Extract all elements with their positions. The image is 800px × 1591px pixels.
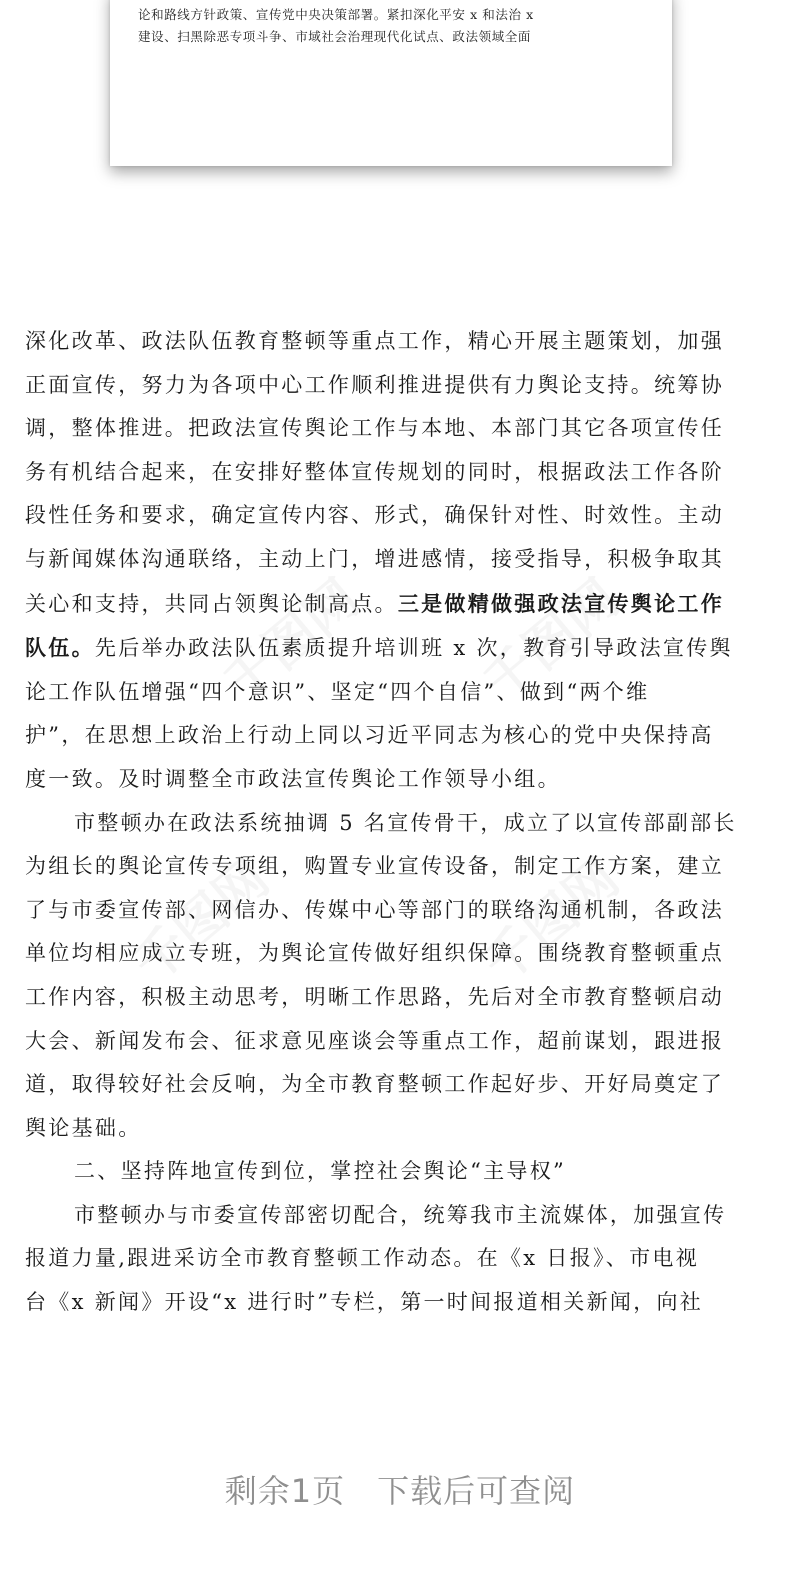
body-line: [25, 671, 775, 715]
body-line: [25, 407, 775, 451]
body-line: [25, 1107, 775, 1151]
body-line: [25, 758, 775, 802]
line-text: 务有机结合起来，在安排好整体宣传规划的同时，根据政法工作各阶: [25, 459, 724, 484]
line-text: 道，取得较好社会反响，为全市教育整顿工作起好步、开好局奠定了: [25, 1072, 724, 1097]
line-text: 舆论基础。: [25, 1115, 142, 1140]
body-line: [25, 626, 775, 671]
body-line: [25, 802, 775, 846]
body-line: [25, 1150, 775, 1194]
line-text: 工作内容，积极主动思考，明晰工作思路，先后对全市教育整顿启动: [25, 984, 724, 1009]
line-text: 大会、新闻发布会、征求意见座谈会等重点工作，超前谋划，跟进报: [25, 1028, 724, 1053]
body-line: [25, 1020, 775, 1064]
body-line: [25, 845, 775, 889]
body-line: [25, 494, 775, 538]
body-line: [25, 976, 775, 1020]
download-to-view-label: 下载后可查阅: [377, 1472, 576, 1510]
remaining-pages-label: 剩余1页: [224, 1472, 346, 1510]
body-line: [25, 1281, 775, 1325]
document-body: [25, 320, 775, 1325]
body-line: [25, 320, 775, 364]
preview-line: 建设、扫黑除恶专项斗争、市域社会治理现代化试点、政法领域全面: [138, 29, 532, 44]
preview-line: 论和路线方针政策、宣传党中央决策部署。紧扣深化平安 x 和法治 x: [138, 7, 534, 22]
bold-text: 队伍。: [25, 635, 95, 661]
page-preview-card: [110, 0, 672, 166]
body-line: [25, 1237, 775, 1281]
body-line: [25, 1063, 775, 1107]
line-text: 正面宣传，努力为各项中心工作顺利推进提供有力舆论支持。统筹协: [25, 372, 724, 397]
download-prompt[interactable]: [0, 1466, 800, 1512]
body-line: [25, 451, 775, 495]
line-text: 二、坚持阵地宣传到位，掌控社会舆论“主导权”: [74, 1159, 567, 1184]
line-text: 单位均相应成立专班，为舆论宣传做好组织保障。围绕教育整顿重点: [25, 941, 724, 966]
line-text: 段性任务和要求，确定宣传内容、形式，确保针对性、时效性。主动: [25, 503, 724, 528]
line-text: 护”，在思想上政治上行动上同以习近平同志为核心的党中央保持高: [25, 723, 714, 748]
body-line: [25, 714, 775, 758]
line-text: 为组长的舆论宣传专项组，购置专业宣传设备，制定工作方案，建立: [25, 854, 724, 879]
line-text: 度一致。及时调整全市政法宣传舆论工作领导小组。: [25, 766, 561, 791]
body-line: [25, 889, 775, 933]
body-line: [25, 1194, 775, 1238]
line-text: 调，整体推进。把政法宣传舆论工作与本地、本部门其它各项宣传任: [25, 416, 724, 441]
bold-text: 三是做精做强政法宣传舆论工作: [397, 590, 725, 616]
body-line: [25, 932, 775, 976]
line-text: 先后举办政法队伍素质提升培训班 x 次，教育引导政法宣传舆: [94, 636, 733, 661]
line-text: 深化改革、政法队伍教育整顿等重点工作，精心开展主题策划，加强: [25, 329, 724, 353]
line-text: 论工作队伍增强“四个意识”、坚定“四个自信”、做到“两个维: [25, 679, 650, 704]
body-line: [25, 364, 775, 408]
line-text: 报道力量,跟进采访全市教育整顿工作动态。在《x 日报》、市电视: [25, 1246, 699, 1271]
line-text: 了与市委宣传部、网信办、传媒中心等部门的联络沟通机制，各政法: [25, 897, 724, 922]
line-text: 市整顿办与市委宣传部密切配合，统筹我市主流媒体，加强宣传: [74, 1202, 727, 1227]
preview-text: [138, 0, 648, 48]
body-line: [25, 538, 775, 582]
line-text: 市整顿办在政法系统抽调 5 名宣传骨干，成立了以宣传部副部长: [74, 810, 737, 835]
body-line: [25, 582, 775, 627]
line-text: 关心和支持，共同占领舆论制高点。: [25, 591, 398, 616]
line-text: 与新闻媒体沟通联络，主动上门，增进感情，接受指导，积极争取其: [25, 546, 724, 571]
line-text: 台《x 新闻》开设“x 进行时”专栏，第一时间报道相关新闻，向社: [25, 1290, 704, 1315]
